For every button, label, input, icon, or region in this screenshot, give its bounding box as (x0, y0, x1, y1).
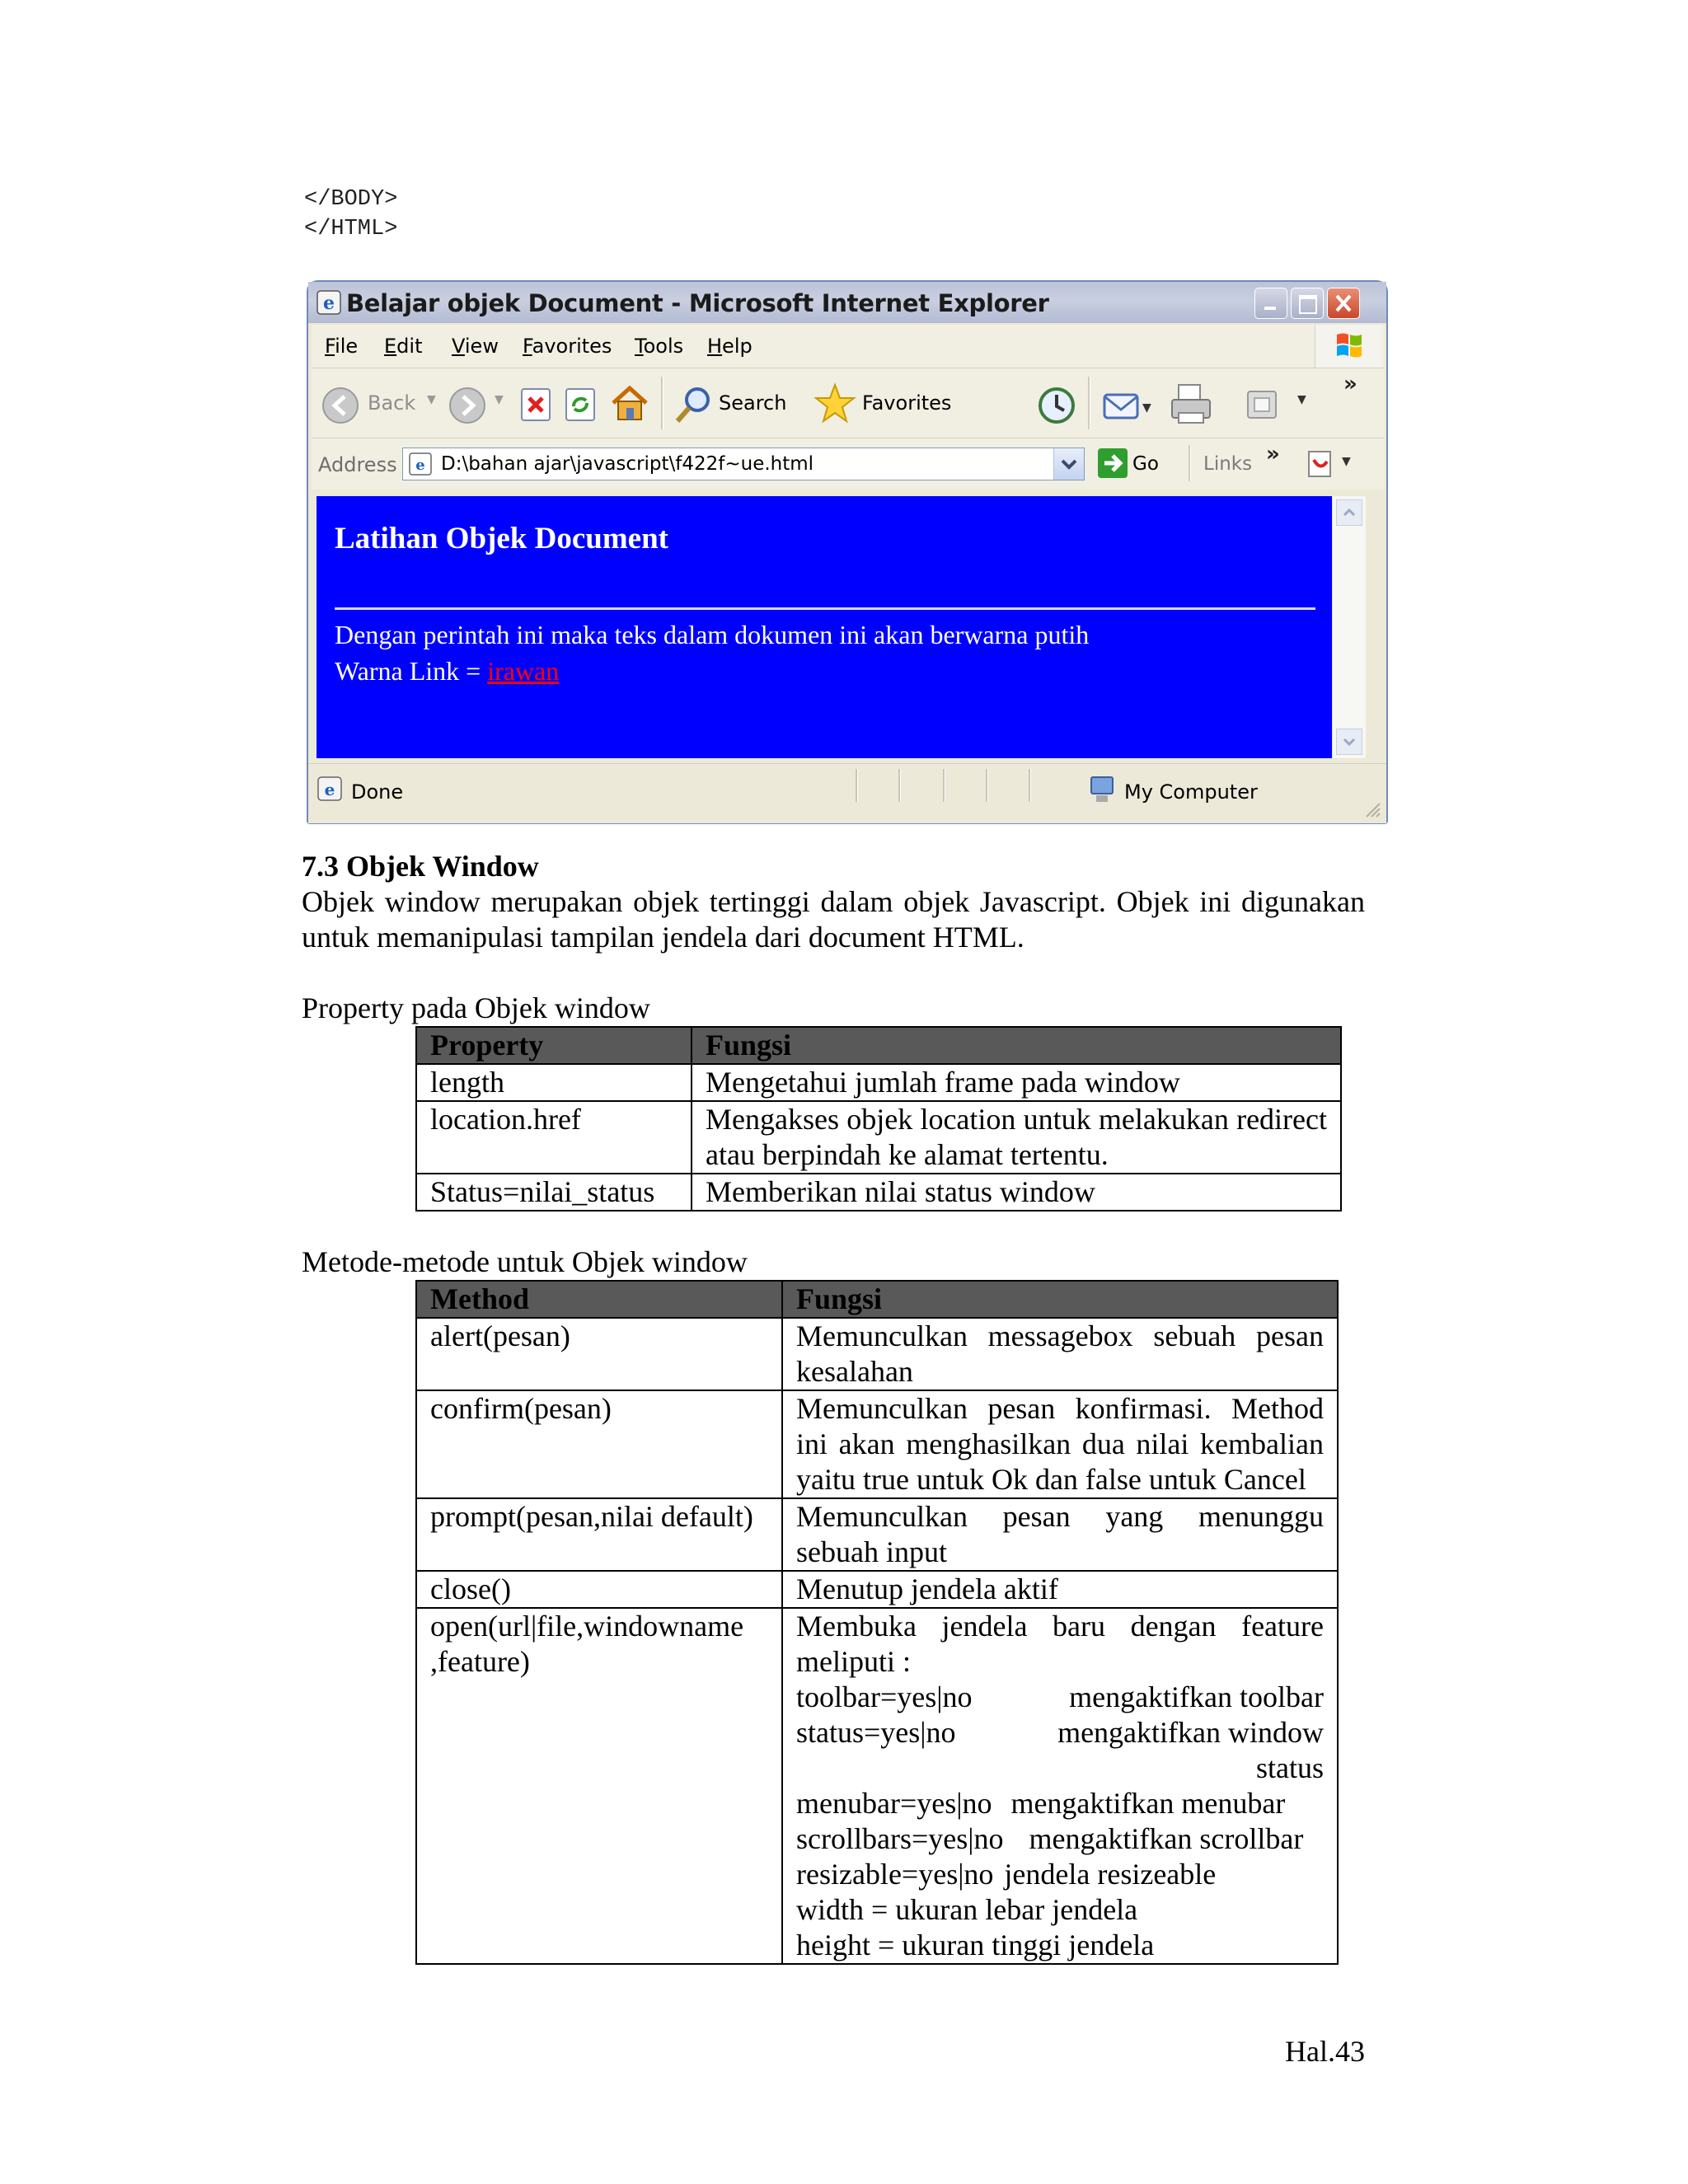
title-bar (308, 282, 1386, 323)
back-label[interactable]: Back (368, 391, 416, 415)
property-table-caption: Property pada Objek window (302, 991, 650, 1024)
table-cell: Memunculkan pesan konfirmasi. Method ini akan menghasilkan dua nilai kembalian yaitu true untuk Ok dan false untuk Cancel (782, 1390, 1338, 1498)
table-cell: Status=nilai_status (416, 1174, 692, 1211)
maximize-button[interactable] (1291, 288, 1324, 319)
menu-favorites[interactable]: Favorites (523, 335, 612, 358)
close-button[interactable] (1327, 288, 1360, 319)
search-label[interactable]: Search (719, 391, 787, 415)
mail-icon[interactable] (1101, 383, 1149, 426)
feature-line (796, 1715, 1324, 1786)
menu-tools[interactable]: Tools (635, 335, 684, 358)
feature-line (796, 1821, 1324, 1857)
svg-text:▼: ▼ (1142, 401, 1151, 415)
section-heading: 7.3 Objek Window (302, 850, 539, 883)
print-icon[interactable] (1169, 382, 1218, 428)
page-icon (408, 452, 434, 476)
table-cell (782, 1608, 1338, 1964)
feature-intro: Membuka jendela baru dengan feature meliputi : (796, 1610, 1324, 1678)
close-icon (1328, 288, 1359, 318)
svg-text:e: e (323, 293, 335, 314)
minimize-button[interactable] (1254, 288, 1287, 319)
method-table-caption: Metode-metode untuk Objek window (302, 1245, 748, 1278)
table-row (416, 1571, 1338, 1608)
table-cell: length (416, 1064, 692, 1101)
property-table (415, 1026, 1342, 1212)
feature-desc: mengaktifkan menubar (1010, 1787, 1286, 1820)
back-arrow-icon[interactable] (321, 387, 359, 424)
toolbar (312, 368, 1385, 438)
feature-line (796, 1857, 1324, 1892)
menu-edit[interactable]: Edit (384, 335, 423, 358)
table-cell: alert(pesan) (416, 1318, 782, 1390)
resize-grip-icon[interactable] (1362, 799, 1381, 818)
browser-window-screenshot (307, 280, 1388, 824)
back-dropdown-icon[interactable]: ▼ (427, 393, 436, 406)
method-line: open(url|file,windowname (430, 1610, 744, 1643)
address-dropdown-button[interactable] (1053, 448, 1084, 480)
stop-icon[interactable] (519, 387, 554, 423)
svg-text:e: e (324, 780, 335, 799)
forward-dropdown-icon[interactable]: ▼ (495, 393, 504, 406)
section-paragraph: Objek window merupakan objek tertinggi dalam objek Javascript. Objek ini digunakan untuk memanipulasi tampilan jendela dari document HTML. (302, 885, 1365, 954)
table-cell (416, 1608, 782, 1964)
scroll-up-arrow[interactable] (1336, 499, 1362, 526)
content-text: Dengan perintah ini maka teks dalam dokumen ini akan berwarna putih (335, 620, 1090, 649)
feature-line (796, 1680, 1324, 1715)
favorites-label[interactable]: Favorites (862, 391, 952, 415)
table-cell: Memberikan nilai status window (692, 1174, 1341, 1211)
toolbar-overflow-icon[interactable]: » (1343, 372, 1357, 396)
feature-key: toolbar=yes|no (796, 1680, 973, 1713)
method-table (415, 1280, 1339, 1965)
feature-desc: mengaktifkan window status (1057, 1716, 1324, 1784)
status-bar (308, 763, 1386, 823)
address-value: D:\bahan ajar\javascript\f422f~ue.html (441, 453, 814, 475)
window-title: Belajar objek Document - Microsoft Internet Explorer (346, 289, 1049, 317)
table-cell: confirm(pesan) (416, 1390, 782, 1498)
chevron-down-icon (1054, 448, 1084, 480)
table-row (416, 1390, 1338, 1498)
horizontal-rule (335, 607, 1315, 610)
feature-extra: height = ukuran tinggi jendela (796, 1929, 1155, 1961)
content-link-line (335, 656, 559, 687)
header-fungsi: Fungsi (692, 1027, 1341, 1064)
table-row (416, 1101, 1341, 1174)
address-bar (312, 438, 1385, 490)
page-done-icon (316, 776, 345, 804)
pdf-dropdown-icon[interactable]: ▼ (1342, 455, 1351, 468)
menu-bar (312, 325, 1385, 368)
link-irawan[interactable]: irawan (487, 656, 560, 686)
table-row (416, 1498, 1338, 1571)
svg-text:e: e (415, 457, 425, 474)
feature-line (796, 1786, 1324, 1821)
scroll-down-arrow[interactable] (1336, 729, 1362, 755)
feature-key: scrollbars=yes|no (796, 1822, 1004, 1855)
feature-desc: mengaktifkan toolbar (1069, 1680, 1324, 1713)
feature-key: menubar=yes|no (796, 1787, 992, 1820)
my-computer-icon (1088, 774, 1116, 805)
link-prefix: Warna Link = (335, 656, 488, 686)
chevron-up-icon (1337, 500, 1362, 525)
windows-logo-icon (1315, 325, 1381, 368)
status-right: My Computer (1124, 780, 1258, 804)
table-cell: location.href (416, 1101, 692, 1174)
page-number: Hal.43 (1285, 2035, 1365, 2068)
chevron-down-icon (1337, 729, 1362, 754)
feature-key: resizable=yes|no (796, 1858, 994, 1891)
menu-file[interactable]: File (325, 335, 359, 358)
table-cell: prompt(pesan,nilai default) (416, 1498, 782, 1571)
code-line: </HTML> (304, 217, 398, 241)
toolbar-dropdown-icon[interactable]: ▼ (1297, 393, 1306, 406)
method-line: ,feature) (430, 1645, 530, 1678)
table-header-row (416, 1281, 1338, 1318)
links-overflow-icon[interactable]: » (1266, 442, 1280, 466)
home-icon[interactable] (608, 382, 651, 424)
feature-extra: width = ukuran lebar jendela (796, 1893, 1138, 1926)
go-button[interactable]: Go (1132, 453, 1159, 475)
history-icon[interactable] (1035, 385, 1078, 426)
menu-view[interactable]: View (452, 335, 499, 358)
table-cell: Mengetahui jumlah frame pada window (692, 1064, 1341, 1101)
ie-logo-icon (316, 290, 341, 315)
menu-help[interactable]: Help (707, 335, 753, 358)
table-header-row (416, 1027, 1341, 1064)
table-cell: close() (416, 1571, 782, 1608)
address-label: Address (318, 453, 397, 476)
address-input[interactable] (402, 448, 1085, 480)
table-row (416, 1608, 1338, 1964)
table-row (416, 1174, 1341, 1211)
table-row (416, 1064, 1341, 1101)
search-icon[interactable] (673, 383, 715, 426)
table-cell: Menutup jendela aktif (782, 1571, 1338, 1608)
table-cell: Mengakses objek location untuk melakukan redirect atau berpindah ke alamat tertentu. (692, 1101, 1341, 1174)
refresh-icon[interactable] (564, 387, 598, 423)
status-left: Done (351, 780, 404, 804)
header-property: Property (416, 1027, 692, 1064)
pdf-icon[interactable] (1304, 448, 1337, 480)
edit-icon[interactable] (1245, 388, 1279, 421)
content-heading: Latihan Objek Document (335, 522, 668, 555)
header-method: Method (416, 1281, 782, 1318)
table-cell: Memunculkan pesan yang menunggu sebuah input (782, 1498, 1338, 1571)
header-fungsi: Fungsi (782, 1281, 1338, 1318)
favorites-star-icon[interactable] (813, 382, 857, 426)
links-label[interactable]: Links (1203, 453, 1253, 475)
table-row (416, 1318, 1338, 1390)
go-arrow-icon[interactable] (1096, 447, 1129, 480)
vertical-scrollbar[interactable] (1332, 496, 1366, 758)
feature-desc: mengaktifkan scrollbar (1029, 1822, 1304, 1855)
code-line: </BODY> (304, 187, 398, 212)
feature-desc: jendela resizeable (1004, 1858, 1217, 1891)
feature-key: status=yes|no (796, 1716, 956, 1749)
table-cell: Memunculkan messagebox sebuah pesan kesalahan (782, 1318, 1338, 1390)
forward-arrow-icon[interactable] (448, 387, 486, 424)
page-content (316, 496, 1332, 758)
